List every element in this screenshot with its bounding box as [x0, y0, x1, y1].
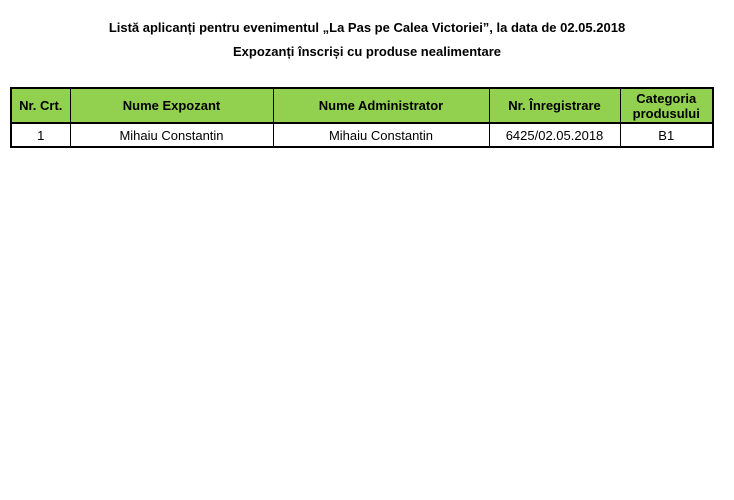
cell-nume-expozant: Mihaiu Constantin [70, 123, 273, 147]
cell-nr-inregistrare: 6425/02.05.2018 [489, 123, 620, 147]
col-header-nume-administrator: Nume Administrator [273, 88, 489, 123]
col-header-categoria-produsului: Categoria produsului [620, 88, 713, 123]
document-subtitle: Expozanți înscriși cu produse nealimentare [232, 44, 502, 59]
col-header-nr-inregistrare: Nr. Înregistrare [489, 88, 620, 123]
cell-nume-administrator: Mihaiu Constantin [273, 123, 489, 147]
col-header-nr-crt: Nr. Crt. [11, 88, 70, 123]
document-title: Listă aplicanți pentru evenimentul „La Pas pe Calea Victoriei”, la data de 02.05.2018 [108, 20, 626, 35]
table-header-row [11, 88, 713, 123]
document-header [0, 16, 734, 64]
applicants-table [10, 87, 714, 148]
table-row [11, 123, 713, 147]
cell-nr-crt: 1 [11, 123, 70, 147]
col-header-nume-expozant: Nume Expozant [70, 88, 273, 123]
cell-categoria-produsului: B1 [620, 123, 713, 147]
